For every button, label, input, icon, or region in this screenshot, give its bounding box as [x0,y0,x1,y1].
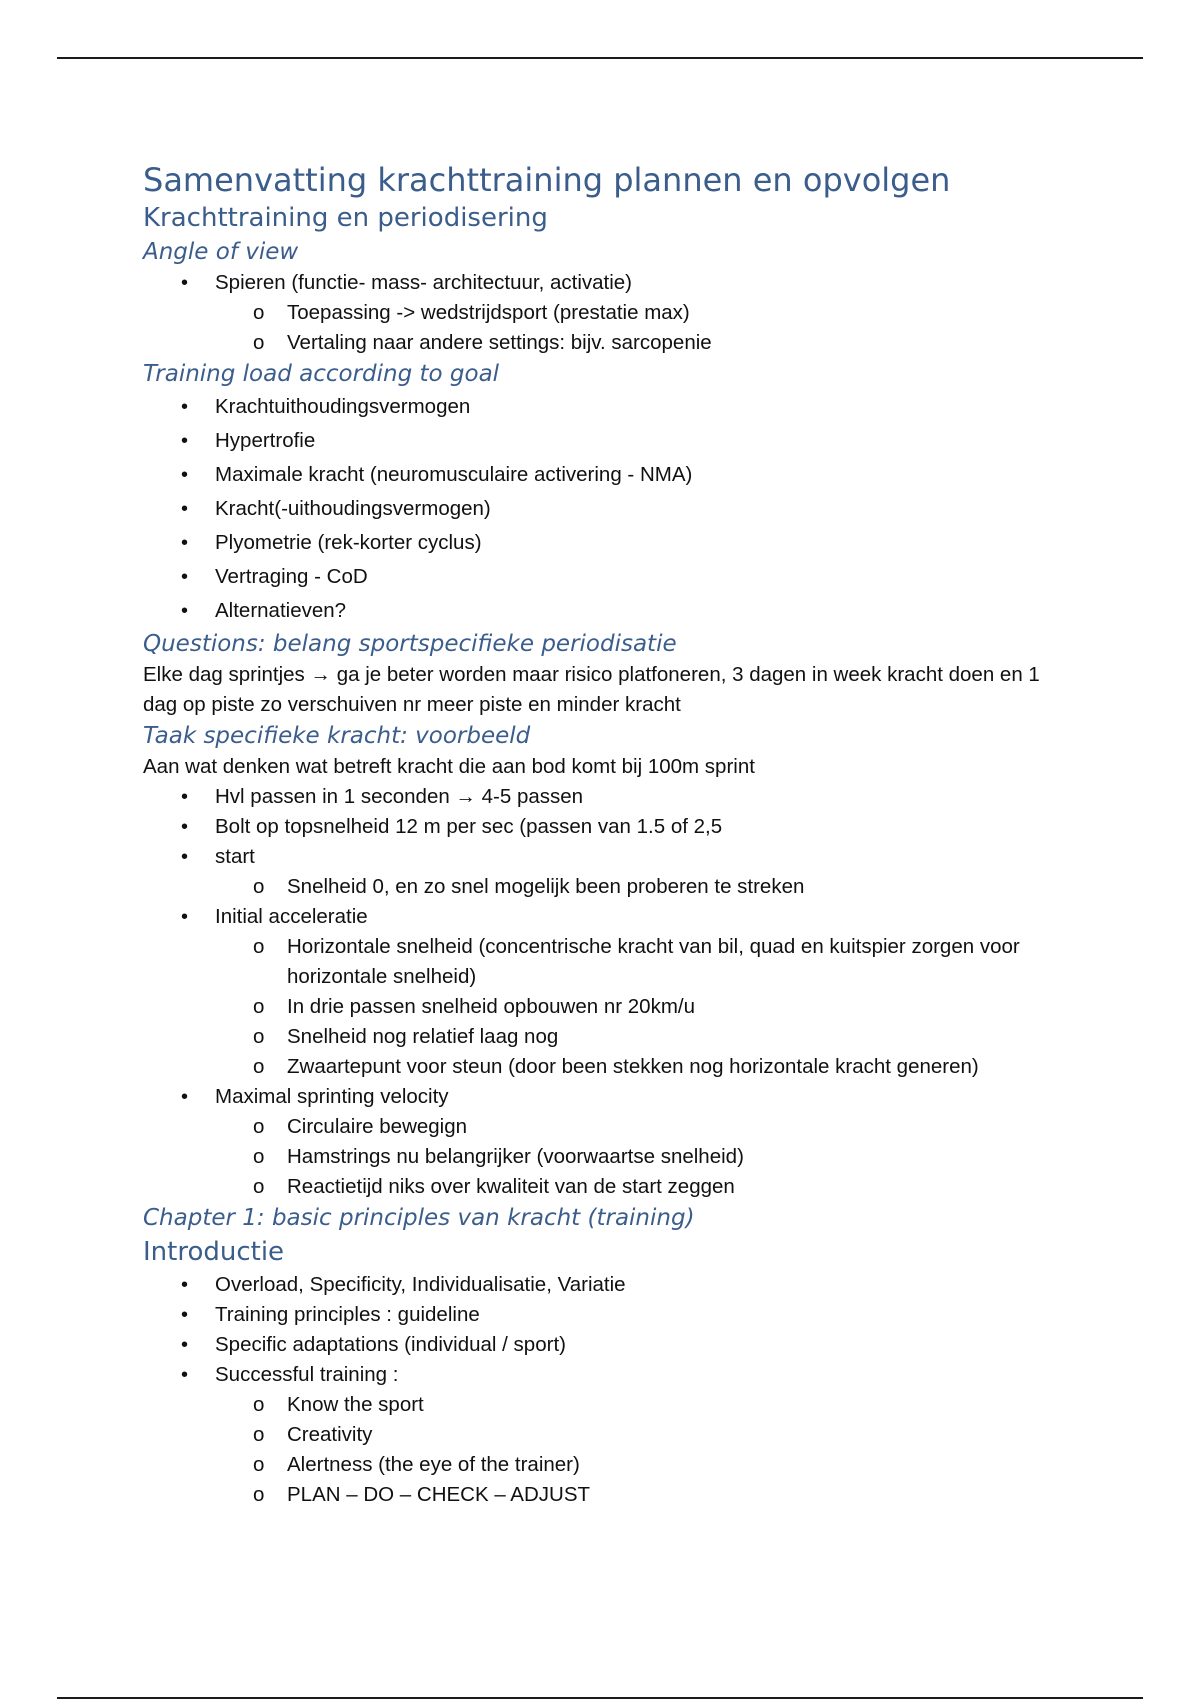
document-title: Samenvatting krachttraining plannen en opvolgen [143,161,951,199]
list-item: • Vertraging - CoD [143,560,1073,594]
list-item: • Initial acceleratie [143,902,1073,932]
questions-paragraph: Elke dag sprintjes → ga je beter worden maar risico platfoneren, 3 dagen in week kracht doen en 1 dag op piste zo verschuiven nr meer piste en minder kracht [143,663,1040,716]
list-item: • Alternatieven? [143,594,1073,628]
list-item: • Krachtuithoudingsvermogen [143,390,1073,424]
list-item: • Specific adaptations (individual / sport) [143,1330,1073,1360]
sub-list-item: o Horizontale snelheid (concentrische kracht van bil, quad en kuitspier zorgen voor horizontale snelheid) [143,932,1073,992]
sub-list-item: o Creativity [143,1420,1073,1450]
sub-list-item: o In drie passen snelheid opbouwen nr 20km/u [143,992,1073,1022]
sub-list-item: o Reactietijd niks over kwaliteit van de start zeggen [143,1172,1073,1202]
section-heading-krachttraining: Krachttraining en periodisering [143,203,548,233]
footer-rule [57,1697,1143,1699]
list-item: • Hvl passen in 1 seconden → 4-5 passen [143,782,1073,812]
taak-intro-paragraph: Aan wat denken wat betreft kracht die aan bod komt bij 100m sprint [143,755,755,778]
list-item: • Spieren (functie- mass- architectuur, activatie) [143,268,1073,298]
subheading-training-load: Training load according to goal [143,361,500,387]
sub-list-item: o Circulaire bewegign [143,1112,1073,1142]
list-item: • Bolt op topsnelheid 12 m per sec (passen van 1.5 of 2,5 [143,812,1073,842]
list-item: • Successful training : [143,1360,1073,1390]
sub-list-item: o Snelheid nog relatief laag nog [143,1022,1073,1052]
list-item: • Kracht(-uithoudingsvermogen) [143,492,1073,526]
sub-list-item: o Alertness (the eye of the trainer) [143,1450,1073,1480]
list-item: • Maximale kracht (neuromusculaire activering - NMA) [143,458,1073,492]
sub-list-item: o Know the sport [143,1390,1073,1420]
list-angle-of-view [143,268,1073,358]
subheading-questions: Questions: belang sportspecifieke periodisatie [143,631,677,657]
sub-list-item: o Vertaling naar andere settings: bijv. sarcopenie [143,328,1073,358]
list-item: • Training principles : guideline [143,1300,1073,1330]
list-item: • Plyometrie (rek-korter cyclus) [143,526,1073,560]
section-heading-introductie: Introductie [143,1237,285,1267]
sub-list-item: o Snelheid 0, en zo snel mogelijk been proberen te streken [143,872,1073,902]
header-rule [57,57,1143,59]
list-item: • Overload, Specificity, Individualisatie, Variatie [143,1270,1073,1300]
subheading-taak-specifieke-kracht: Taak specifieke kracht: voorbeeld [143,723,531,749]
sub-list-item: o PLAN – DO – CHECK – ADJUST [143,1480,1073,1510]
list-item: • Maximal sprinting velocity [143,1082,1073,1112]
subheading-chapter-1: Chapter 1: basic principles van kracht (training) [143,1205,695,1231]
list-item: • Hypertrofie [143,424,1073,458]
document-body [143,160,1073,1510]
list-item: • start [143,842,1073,872]
list-taak [143,782,1073,1202]
list-training-load [143,390,1073,628]
subheading-angle-of-view: Angle of view [143,239,299,265]
sub-list-item: o Toepassing -> wedstrijdsport (prestatie max) [143,298,1073,328]
list-introductie [143,1270,1073,1510]
sub-list-item: o Hamstrings nu belangrijker (voorwaartse snelheid) [143,1142,1073,1172]
sub-list-item: o Zwaartepunt voor steun (door been stekken nog horizontale kracht generen) [143,1052,1073,1082]
